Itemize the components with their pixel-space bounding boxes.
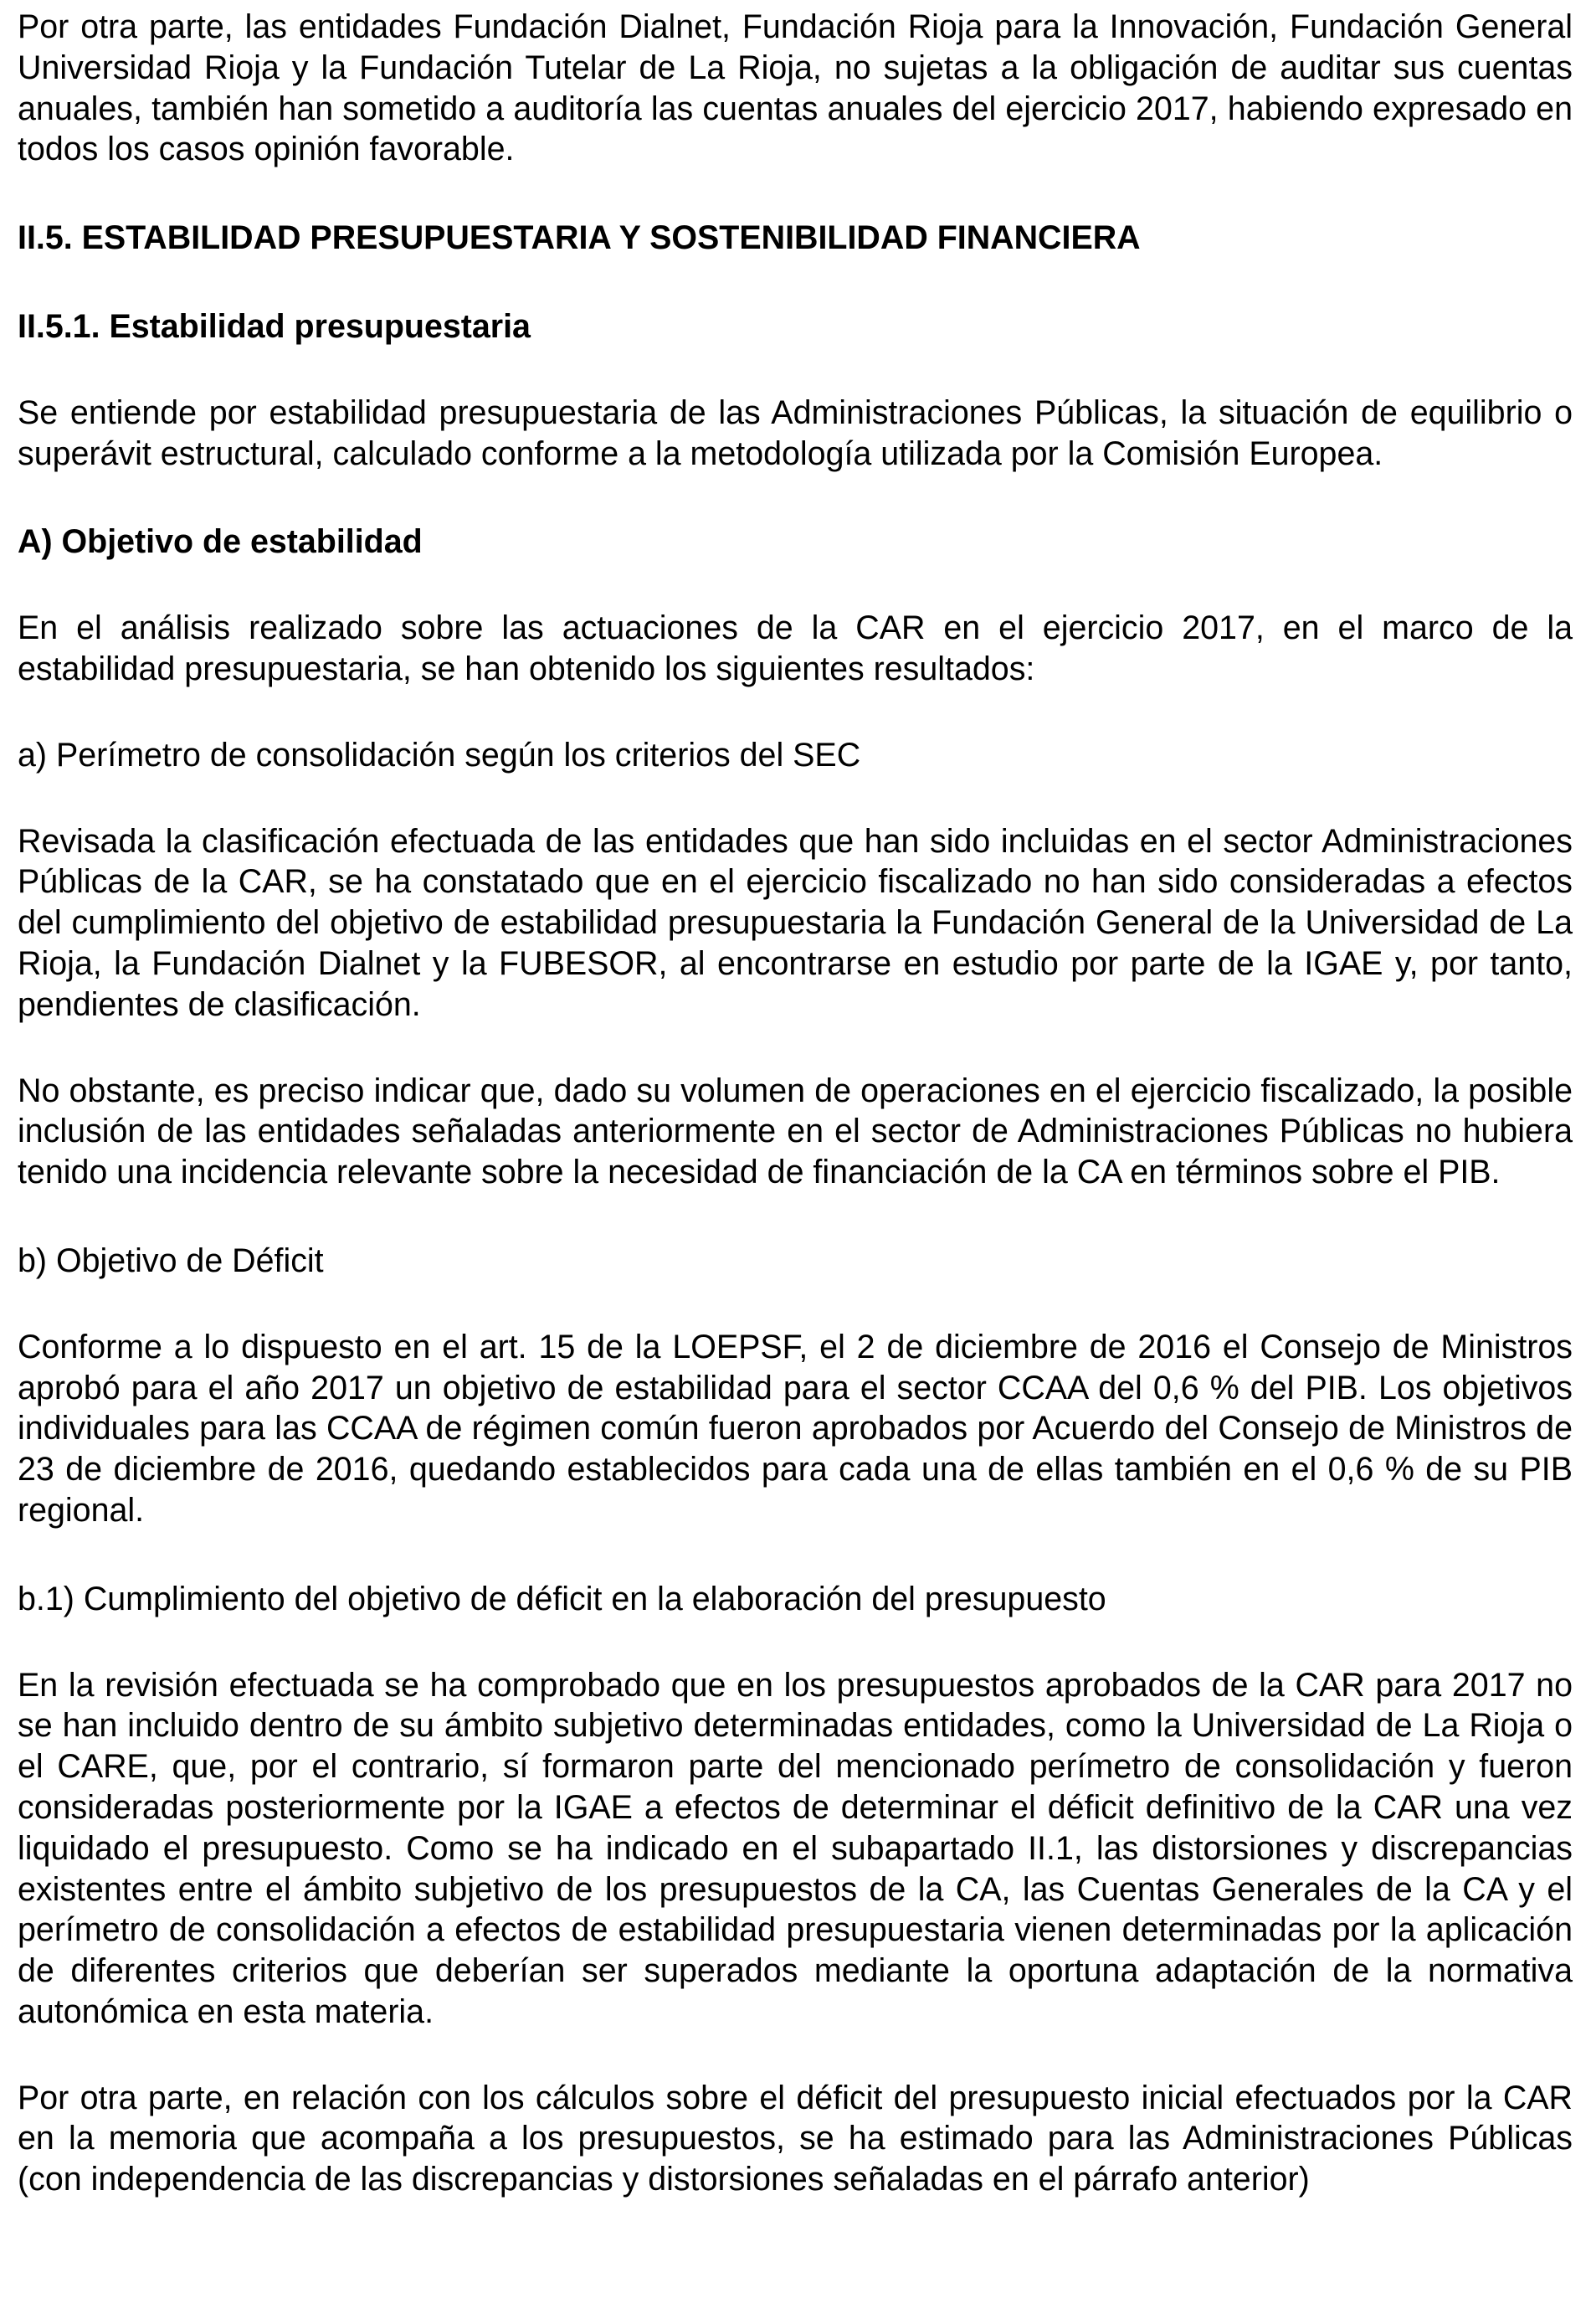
- paragraph-conforme-loepsf: Conforme a lo dispuesto en el art. 15 de la LOEPSF, el 2 de diciembre de 2016 el Consejo de Ministros aprobó para el año 2017 un objetivo de estabilidad para el sector CCAA del 0,6 % del PIB. Los objetivos individuales para las CCAA de régimen común fueron aprobados por Acuerdo del Consejo de Ministros de 23 de diciembre de 2016, quedando establecidos para cada una de ellas también en el 0,6 % de su PIB regional.: [18, 1328, 1573, 1529]
- section-heading: II.5. ESTABILIDAD PRESUPUESTARIA Y SOSTENIBILIDAD FINANCIERA: [18, 219, 1141, 257]
- subsection-heading: II.5.1. Estabilidad presupuestaria: [18, 307, 531, 345]
- paragraph-clasificacion-entidades: Revisada la clasificación efectuada de las entidades que han sido incluidas en el sector Administraciones Públicas de la CAR, se ha constatado que en el ejercicio fiscalizado no han sido consideradas a efectos del cumplimiento del objetivo de estabilidad presupuestaria la Fundación General de la Universidad de La Rioja, la Fundación Dialnet y la FUBESOR, al encontrarse en estudio por parte de la IGAE y, por tanto, pendientes de clasificación.: [18, 822, 1573, 1023]
- paragraph-calculos-deficit: Por otra parte, en relación con los cálculos sobre el déficit del presupuesto inicial efectuados por la CAR en la memoria que acompaña a los presupuestos, se ha estimado para las Administraciones Públicas (con independencia de las discrepancias y distorsiones señaladas en el párrafo anterior): [18, 2079, 1573, 2198]
- paragraph-analisis-resultados: En el análisis realizado sobre las actuaciones de la CAR en el ejercicio 2017, en el marco de la estabilidad presupuestaria, se han obtenido los siguientes resultados:: [18, 609, 1573, 687]
- heading-perimetro-consolidacion: a) Perímetro de consolidación según los criterios del SEC: [18, 736, 861, 774]
- paragraph-revision-presupuestos: En la revisión efectuada se ha comprobado que en los presupuestos aprobados de la CAR para 2017 no se han incluido dentro de su ámbito subjetivo determinadas entidades, como la Universidad de La Rioja o el CARE, que, por el contrario, sí formaron parte del mencionado perímetro de consolidación y fueron consideradas posteriormente por la IGAE a efectos de determinar el déficit definitivo de la CAR una vez liquidado el presupuesto. Como se ha indicado en el subapartado II.1, las distorsiones y discrepancias existentes entre el ámbito subjetivo de los presupuestos de la CA, las Cuentas Generales de la CA y el perímetro de consolidación a efectos de estabilidad presupuestaria vienen determinadas por la aplicación de diferentes criterios que deberían ser superados mediante la oportuna adaptación de la normativa autonómica en esta materia.: [18, 1666, 1573, 2030]
- paragraph-definicion-estabilidad: Se entiende por estabilidad presupuestaria de las Administraciones Públicas, la situación de equilibrio o superávit estructural, calculado conforme a la metodología utilizada por la Comisión Europea.: [18, 393, 1573, 472]
- heading-objetivo-estabilidad: A) Objetivo de estabilidad: [18, 523, 423, 561]
- paragraph-no-obstante: No obstante, es preciso indicar que, dado su volumen de operaciones en el ejercicio fiscalizado, la posible inclusión de las entidades señaladas anteriormente en el sector de Administraciones Públicas no hubiera tenido una incidencia relevante sobre la necesidad de financiación de la CA en términos sobre el PIB.: [18, 1072, 1573, 1191]
- document-page: [18, 7, 1573, 2200]
- heading-cumplimiento-deficit: b.1) Cumplimiento del objetivo de déficit en la elaboración del presupuesto: [18, 1580, 1106, 1617]
- heading-objetivo-deficit: b) Objetivo de Déficit: [18, 1242, 324, 1279]
- paragraph-fundaciones-auditoria: Por otra parte, las entidades Fundación Dialnet, Fundación Rioja para la Innovación, Fundación General Universidad Rioja y la Fundación Tutelar de La Rioja, no sujetas a la obligación de auditar sus cuentas anuales, también han sometido a auditoría las cuentas anuales del ejercicio 2017, habiendo expresado en todos los casos opinión favorable.: [18, 8, 1573, 168]
